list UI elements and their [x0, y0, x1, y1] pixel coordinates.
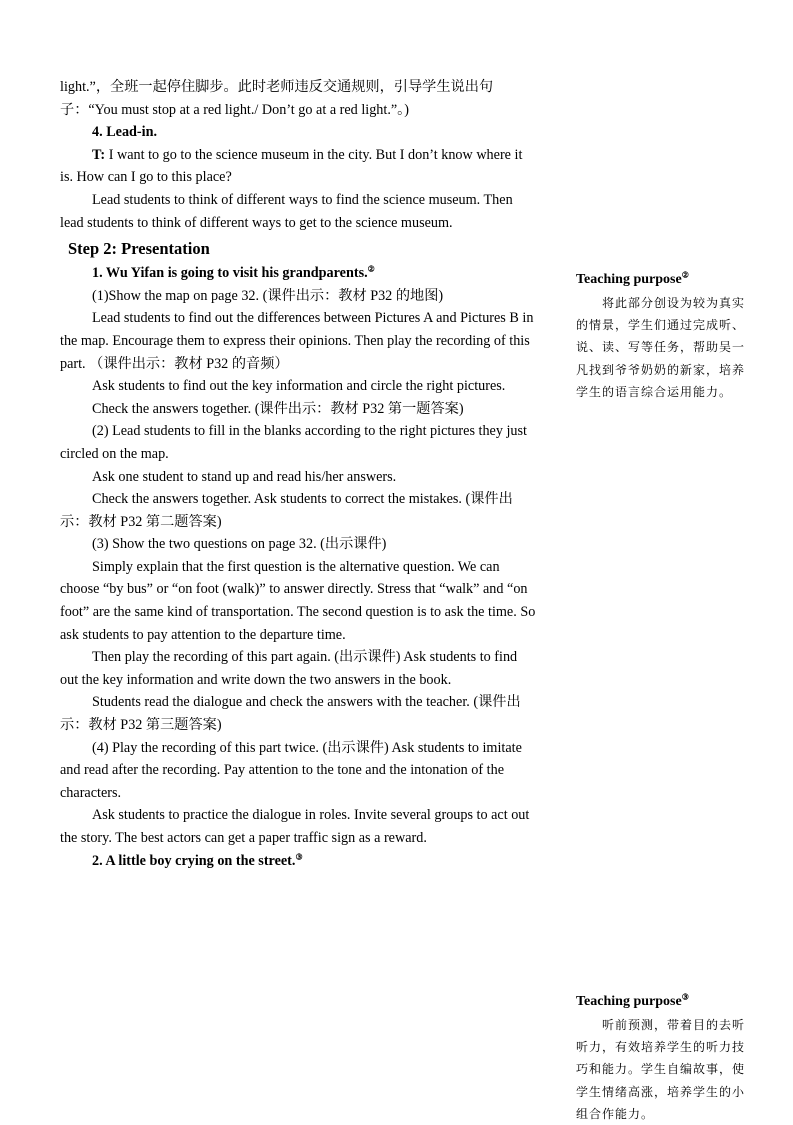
- item2-heading: [60, 850, 536, 873]
- sidenote-teaching-purpose-2: [576, 994, 748, 1125]
- sidenote-title: [576, 994, 748, 1010]
- teacher-label: T:: [92, 146, 106, 163]
- sidenote-text: 听前预测，带着目的去听听力，有效培养学生的听力技巧和能力。学生自编故事，使学生情绪高涨，培养学生的小组合作能力。: [576, 1018, 746, 1121]
- paragraph: Simply explain that the first question is the alternative question. We can choose “by bus” or “on foot (walk)” to answer directly. Stress that “walk” and “on foot” are the same kind of transportation. The second question is to ask the time. So ask students to pay attention to the departure time.: [60, 558, 536, 643]
- sidenote-text: 将此部分创设为较为真实的情景，学生们通过完成听、说、读、写等任务，帮助吴一凡找到爷爷奶奶的新家，培养学生的语言综合运用能力。: [576, 296, 746, 399]
- paragraph: Students read the dialogue and check the answers with the teacher. (课件出示：教材 P32 第三题答案): [60, 694, 521, 734]
- paragraph: Lead students to find out the differences between Pictures A and Pictures B in the map. Encourage them to express their opinions. Then play the recording of this part. （课件出示：教材 P32 的音频）: [60, 310, 534, 372]
- item1-heading-text: 1. Wu Yifan is going to visit his grandparents.: [92, 265, 368, 282]
- paragraph: (3) Show the two questions on page 32. (出示课件): [92, 536, 387, 553]
- item1-heading: [60, 262, 536, 285]
- intro-paragraph: light.”，全班一起停住脚步。此时老师违反交通规则，引导学生说出句子：“You must stop at a red light./ Don’t go at a red light.”。): [60, 79, 494, 118]
- paragraph: (4) Play the recording of this part twice. (出示课件) Ask students to imitate and read after the recording. Pay attention to the tone and the intonation of the characters.: [60, 739, 522, 801]
- footnote-mark: ③: [681, 992, 689, 1002]
- leadin-paragraph: Lead students to think of different ways to find the science museum. Then lead students to think of different ways to get to the science museum.: [60, 191, 513, 231]
- main-column: [60, 76, 536, 872]
- paragraph: (1)Show the map on page 32. (课件出示：教材 P32 的地图): [92, 287, 444, 304]
- sidenote-title-text: Teaching purpose: [576, 994, 682, 1009]
- footnote-mark: ②: [367, 264, 375, 274]
- paragraph: Then play the recording of this part again. (出示课件) Ask students to find out the key information and write down the two answers in the book.: [60, 649, 518, 688]
- leadin-heading: 4. Lead-in.: [92, 124, 158, 141]
- paragraph: Check the answers together. Ask students to correct the mistakes. (课件出示：教材 P32 第二题答案): [60, 491, 513, 530]
- sidenote-teaching-purpose-1: [576, 272, 748, 403]
- sidenote-title-text: Teaching purpose: [576, 272, 682, 287]
- paragraph: Ask students to find out the key information and circle the right pictures.: [92, 378, 506, 395]
- paragraph: Ask students to practice the dialogue in roles. Invite several groups to act out the story. The best actors can get a paper traffic sign as a reward.: [60, 807, 530, 846]
- leadin-teacher-line: [60, 144, 536, 189]
- footnote-mark: ②: [681, 270, 689, 280]
- paragraph: Check the answers together. (课件出示：教材 P32 第一题答案): [92, 400, 464, 417]
- sidenote-title: [576, 272, 748, 288]
- paragraph: (2) Lead students to fill in the blanks according to the right pictures they just circled on the map.: [60, 423, 527, 462]
- footnote-mark: ③: [295, 851, 303, 861]
- step2-heading: Step 2: Presentation: [68, 239, 210, 259]
- paragraph: Ask one student to stand up and read his/her answers.: [92, 468, 397, 485]
- item2-heading-text: 2. A little boy crying on the street.: [92, 852, 296, 869]
- teacher-text: I want to go to the science museum in the city. But I don’t know where it is. How can I go to this place?: [60, 146, 523, 186]
